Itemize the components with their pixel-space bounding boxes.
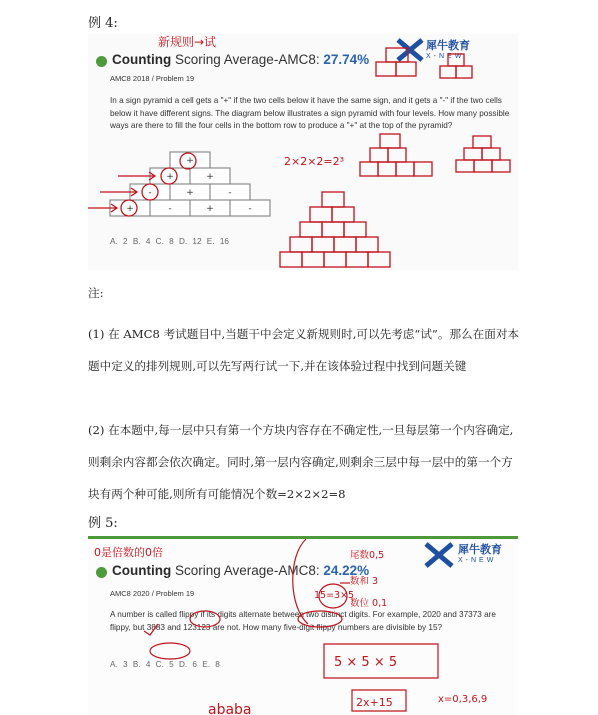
pyramid-cell-sign: + [126,204,134,214]
pyramid-cell-sign: + [166,172,174,182]
category-label: Counting [112,563,172,578]
problem-card-2020 [88,536,518,715]
answer-choices: A. 3 B. 4 C. 5 D. 6 E. 8 [110,660,220,669]
example-5-label: 例 5: [88,516,118,531]
pyramid-cell-sign: - [168,204,172,214]
pyramid-cell-sign: + [206,172,214,182]
problem-question: A number is called flippy if its digits alternate between two distinct digits. For example, 2020 and 37373 are flippy, but 3883 and 123123 are not. How many five-digit flippy numbers are divisible by 15? [110,610,496,632]
pyramid-cell-sign: + [186,156,194,166]
brand-cn: 犀牛教育 [426,40,470,52]
pyramid-cell-sign: - [228,188,232,198]
handwritten-pattern: ababa [208,702,252,715]
sign-pyramid [88,34,518,270]
brand-cn: 犀牛教育 [458,544,502,556]
score-percent: 27.74% [323,52,370,67]
notes-heading: 注: [88,286,104,300]
brand-en: X-NEW [458,557,497,564]
answer-choices: A. 2 B. 4 C. 8 D. 12 E. 16 [110,237,229,246]
example-4-label: 例 4: [88,16,118,31]
problem-meta: AMC8 2020 / Problem 19 [110,589,195,598]
notes-paragraph-2: (2) 在本题中,每一层中只有第一个方块内容存在不确定性,一旦每层第一个内容确定,则剩余内容都会依次确定。同时,第一层内容确定,则剩余三层中每一层中的第一个方块有两个种可能,则所有可能情况个数=2×2×2=8 [88,423,514,501]
handwritten-note: 新规则→试 [158,35,217,49]
pyramid-cell-sign: - [148,188,152,198]
problem-question: In a sign pyramid a cell gets a "+" if the two cells below it have the same sign, and it gets a "-" if the two cells below it have different signs. The diagram below illustrates a sign pyramid with four levels. How many possible ways are there to fill the four cells in the bottom row to produce a "+" at the top of the pyramid? [110,96,510,130]
handwritten-eq: 15=3×5 [314,590,355,601]
handwriting-layer [88,536,518,715]
title-rest: Scoring Average-AMC8: [175,52,320,67]
handwritten-sum: 2x+15 [356,696,393,709]
handwritten-x-values: x=0,3,6,9 [438,694,488,705]
problem-meta: AMC8 2018 / Problem 19 [110,74,195,83]
pyramid-cell-sign: + [206,204,214,214]
handwritten-rule-2: 数和 3 [350,576,379,587]
pyramid-cell-sign: - [248,204,252,214]
brand-en: X-NEW [426,53,465,60]
category-label: Counting [112,52,172,67]
title-rest: Scoring Average-AMC8: [175,563,320,578]
handwritten-rule-1: 尾数0,5 [350,550,385,561]
handwritten-formula: 2×2×2=2³ [284,155,345,168]
handwritten-count: 5 × 5 × 5 [334,655,398,670]
notes-paragraph-1: (1) 在 AMC8 考试题目中,当题干中会定义新规则时,可以先考虑“试”。那么在面对本题中定义的排列规则,可以先写两行试一下,并在该体验过程中找到问题关键 [88,327,520,373]
handwritten-rule-3: 数位 0,1 [350,598,388,609]
problem-card-2018 [88,34,518,270]
score-percent: 24.22% [323,563,370,578]
handwritten-note: 0是倍数的0倍 [94,546,163,559]
pyramid-cell-sign: + [186,188,194,198]
